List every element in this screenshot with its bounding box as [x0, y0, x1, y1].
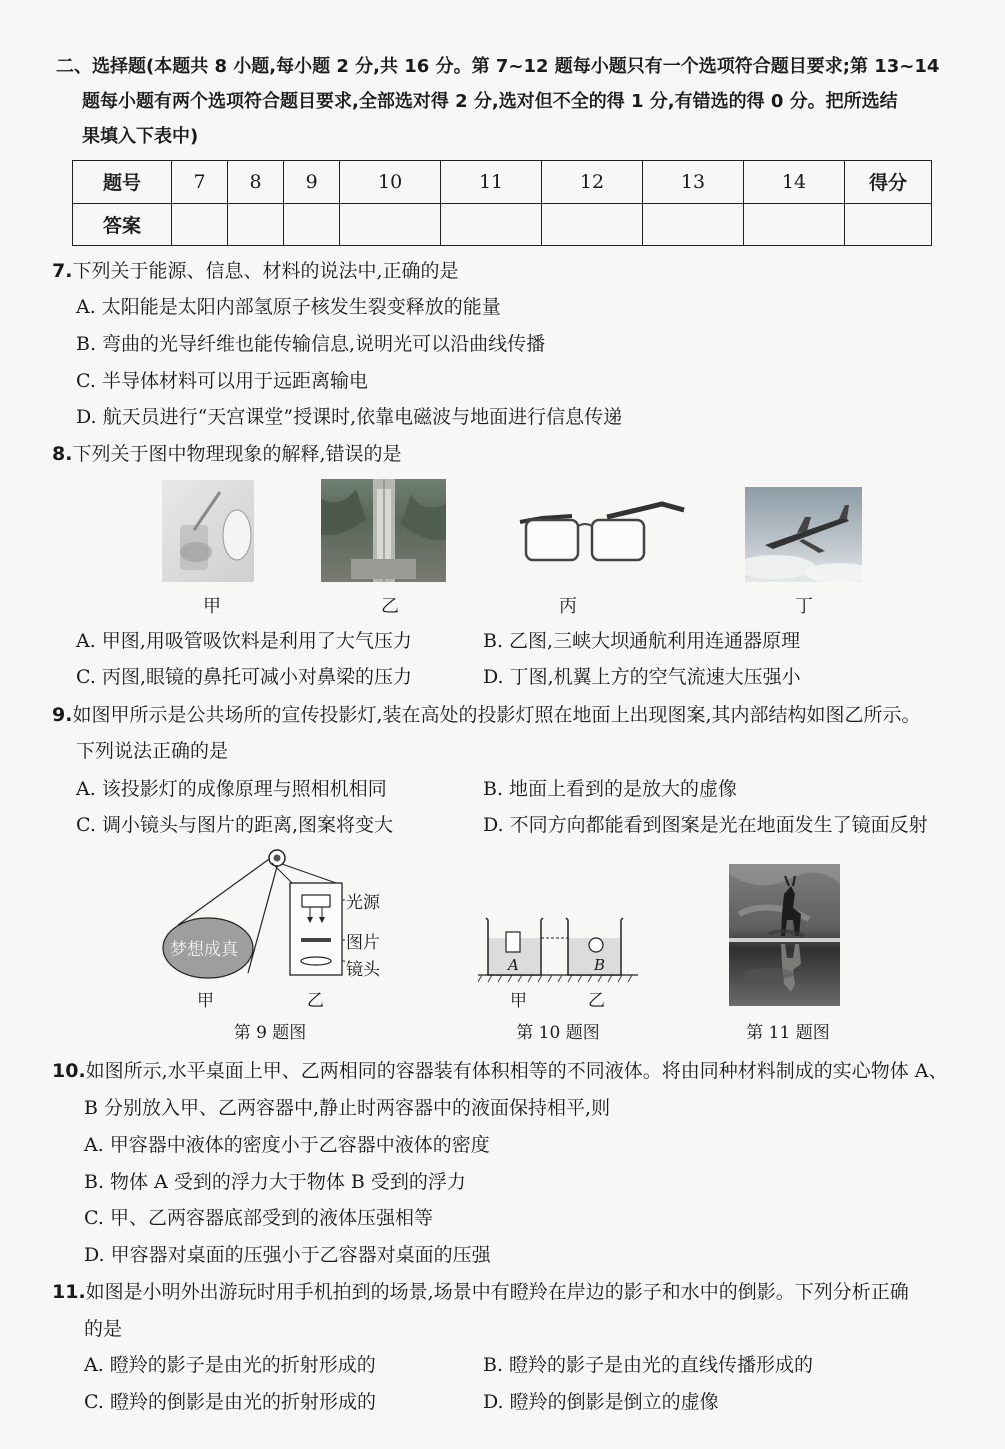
- three-gorges-dam-photo: [321, 479, 446, 582]
- q8-caption-bing: 丙: [559, 596, 577, 617]
- fig9-caption: 第 9 题图: [233, 1023, 307, 1043]
- q11-option-d: D. 瞪羚的倒影是倒立的虚像: [483, 1391, 719, 1413]
- answer-cell[interactable]: [228, 203, 284, 246]
- answer-cell[interactable]: [284, 203, 340, 246]
- question-number: 10.: [52, 1060, 86, 1082]
- question-stem: 如图所示,水平桌面上甲、乙两相同的容器装有体积相等的不同液体。将由同种材料制成的实心物体 A、: [85, 1060, 948, 1082]
- table-cell-number: 12: [542, 161, 643, 204]
- q11-stem-line2: 的是: [84, 1318, 123, 1340]
- q7-option-b: B. 弯曲的光导纤维也能传输信息,说明光可以沿曲线传播: [76, 333, 546, 355]
- fig9-label-lens: 镜头: [346, 960, 380, 980]
- answer-table: [72, 160, 932, 246]
- fig10-label-b: B: [594, 956, 606, 974]
- fig9-label-jia: 甲: [197, 991, 214, 1011]
- answer-cell[interactable]: [542, 203, 643, 246]
- table-cell-number: 10: [340, 161, 441, 204]
- answer-cell[interactable]: [643, 203, 744, 246]
- q8-option-b: B. 乙图,三峡大坝通航利用连通器原理: [483, 630, 801, 652]
- glasses-photo: [512, 482, 687, 577]
- q10-option-b: B. 物体 A 受到的浮力大于物体 B 受到的浮力: [84, 1171, 466, 1193]
- table-cell-number: 9: [284, 161, 340, 204]
- answer-cell[interactable]: [743, 203, 844, 246]
- question-9: [52, 702, 921, 728]
- q9-option-d: D. 不同方向都能看到图案是光在地面发生了镜面反射: [483, 814, 928, 836]
- figure-10-diagram: [478, 910, 638, 985]
- q8-caption-yi: 乙: [381, 596, 399, 617]
- airplane-photo: [745, 487, 862, 582]
- question-10: [52, 1058, 947, 1084]
- q8-caption-jia: 甲: [203, 596, 221, 617]
- fig9-label-picture: 图片: [346, 933, 380, 953]
- answer-cell[interactable]: [441, 203, 542, 246]
- fig10-label-yi: 乙: [588, 991, 605, 1011]
- fig9-label-light: 光源: [346, 893, 380, 913]
- fig9-label-yi: 乙: [307, 991, 324, 1011]
- q8-option-a: A. 甲图,用吸管吸饮料是利用了大气压力: [76, 630, 412, 652]
- fig10-label-a: A: [508, 956, 519, 974]
- q10-stem-line2: B 分别放入甲、乙两容器中,静止时两容器中的液面保持相平,则: [84, 1097, 611, 1119]
- q9-option-a: A. 该投影灯的成像原理与照相机相同: [76, 778, 387, 800]
- question-number: 11.: [52, 1281, 86, 1303]
- table-cell-number: 7: [172, 161, 228, 204]
- fig10-label-jia: 甲: [510, 991, 527, 1011]
- q10-option-c: C. 甲、乙两容器底部受到的液体压强相等: [84, 1207, 433, 1229]
- answer-cell[interactable]: [340, 203, 441, 246]
- q7-option-c: C. 半导体材料可以用于远距离输电: [76, 370, 368, 392]
- gazelle-reflection-photo: [729, 864, 840, 1006]
- table-cell-number: 13: [643, 161, 744, 204]
- answer-cell[interactable]: [172, 203, 228, 246]
- question-11: [52, 1279, 909, 1305]
- table-header-label: 题号: [73, 161, 172, 204]
- q9-option-b: B. 地面上看到的是放大的虚像: [483, 778, 738, 800]
- section-heading-line2: 题每小题有两个选项符合题目要求,全部选对得 2 分,选对但不全的得 1 分,有错选的得 0 分。把所选结: [82, 91, 898, 112]
- section-heading-line1: 二、选择题(本题共 8 小题,每小题 2 分,共 16 分。第 7~12 题每小题只有一个选项符合题目要求;第 13~14: [56, 56, 940, 77]
- table-answer-label: 答案: [73, 203, 172, 246]
- fig9-ellipse-text: 梦想成真: [170, 940, 238, 960]
- question-8: [52, 441, 402, 467]
- q10-option-d: D. 甲容器对桌面的压强小于乙容器对桌面的压强: [84, 1244, 491, 1266]
- fig10-caption: 第 10 题图: [516, 1023, 600, 1043]
- question-stem: 下列关于图中物理现象的解释,错误的是: [72, 443, 402, 465]
- question-stem: 如图是小明外出游玩时用手机拍到的场景,场景中有瞪羚在岸边的影子和水中的倒影。下列分析正确: [85, 1281, 909, 1303]
- q7-option-d: D. 航天员进行“天宫课堂”授课时,依靠电磁波与地面进行信息传递: [76, 406, 623, 428]
- question-number: 8.: [52, 443, 73, 465]
- section-heading-line3: 果填入下表中): [82, 126, 199, 147]
- question-number: 9.: [52, 704, 73, 726]
- question-stem: 如图甲所示是公共场所的宣传投影灯,装在高处的投影灯照在地面上出现图案,其内部结构如图乙所示。: [72, 704, 921, 726]
- q11-option-c: C. 瞪羚的倒影是由光的折射形成的: [84, 1391, 376, 1413]
- table-cell-number: 14: [743, 161, 844, 204]
- score-cell[interactable]: [845, 203, 932, 246]
- q11-option-b: B. 瞪羚的影子是由光的直线传播形成的: [483, 1354, 814, 1376]
- table-cell-number: 8: [228, 161, 284, 204]
- q11-option-a: A. 瞪羚的影子是由光的折射形成的: [84, 1354, 376, 1376]
- q9-stem-line2: 下列说法正确的是: [76, 740, 229, 762]
- q8-option-c: C. 丙图,眼镜的鼻托可减小对鼻梁的压力: [76, 666, 412, 688]
- straw-drink-photo: [162, 480, 254, 582]
- question-7: [52, 258, 459, 284]
- question-stem: 下列关于能源、信息、材料的说法中,正确的是: [72, 260, 459, 282]
- table-cell-number: 11: [441, 161, 542, 204]
- q8-option-d: D. 丁图,机翼上方的空气流速大压强小: [483, 666, 801, 688]
- q10-option-a: A. 甲容器中液体的密度小于乙容器中液体的密度: [84, 1134, 490, 1156]
- fig11-caption: 第 11 题图: [746, 1023, 830, 1043]
- table-score-label: 得分: [845, 161, 932, 204]
- q7-option-a: A. 太阳能是太阳内部氢原子核发生裂变释放的能量: [76, 296, 501, 318]
- q9-option-c: C. 调小镜头与图片的距离,图案将变大: [76, 814, 393, 836]
- q8-caption-ding: 丁: [795, 596, 813, 617]
- question-number: 7.: [52, 260, 73, 282]
